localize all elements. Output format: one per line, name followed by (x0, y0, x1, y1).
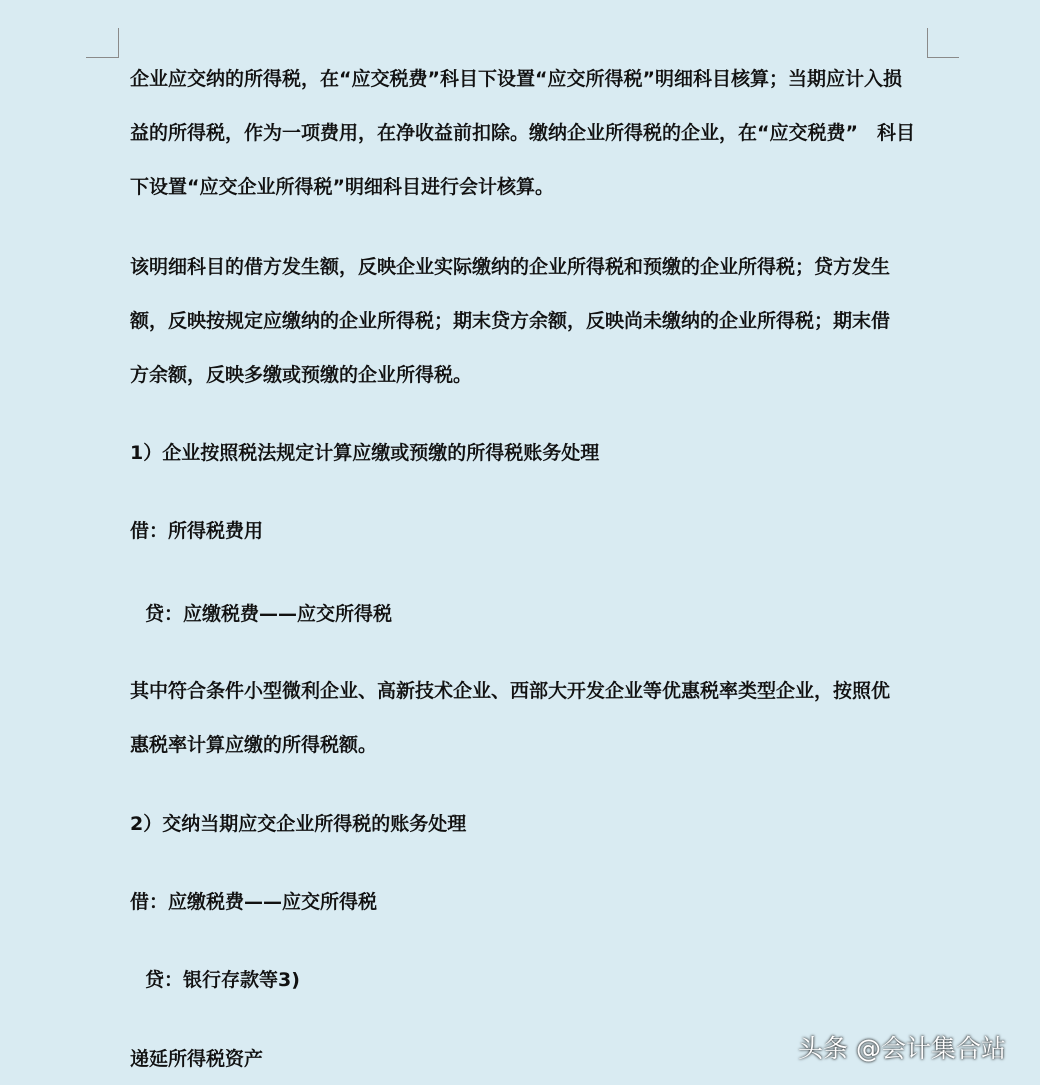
paragraph-detail-account-balance: 该明细科目的借方发生额，反映企业实际缴纳的企业所得税和预缴的企业所得税；贷方发生 额，反映按规定应缴纳的企业所得税；期末贷方余额，反映尚未缴纳的企业所得税；期末借 方余额，反映多缴或预缴的企业所得税。 (130, 256, 910, 386)
paragraph-income-tax-accounting: 企业应交纳的所得税，在“应交税费”科目下设置“应交所得税”明细科目核算；当期应计入损益的所得税，作为一项费用，在净收益前扣除。缴纳企业所得税的企业，在“应交税费” 科目下设置“应交企业所得税”明细科目进行会计核算。 (130, 68, 915, 198)
top-left-margin-mark (86, 28, 119, 58)
top-right-margin-mark (927, 28, 959, 58)
platform-watermark: 头条 @会计集合站 (798, 1034, 1006, 1063)
journal-entry-debit-1: 借：所得税费用 (130, 520, 264, 542)
paragraph-preferential-rate-note: 其中符合条件小型微利企业、高新技术企业、西部大开发企业等优惠税率类型企业，按照优 惠税率计算应缴的所得税额。 (130, 680, 910, 756)
paragraph-deferred-tax-assets: 递延所得税资产 (130, 1048, 264, 1070)
paragraph-step-2-heading: 2）交纳当期应交企业所得税的账务处理 (130, 813, 467, 835)
journal-entry-credit-1: 贷：应缴税费——应交所得税 (145, 603, 393, 625)
journal-entry-debit-2: 借：应缴税费——应交所得税 (130, 891, 378, 913)
journal-entry-credit-2: 贷：银行存款等3) (145, 969, 300, 991)
paragraph-step-1-heading: 1）企业按照税法规定计算应缴或预缴的所得税账务处理 (130, 442, 600, 464)
